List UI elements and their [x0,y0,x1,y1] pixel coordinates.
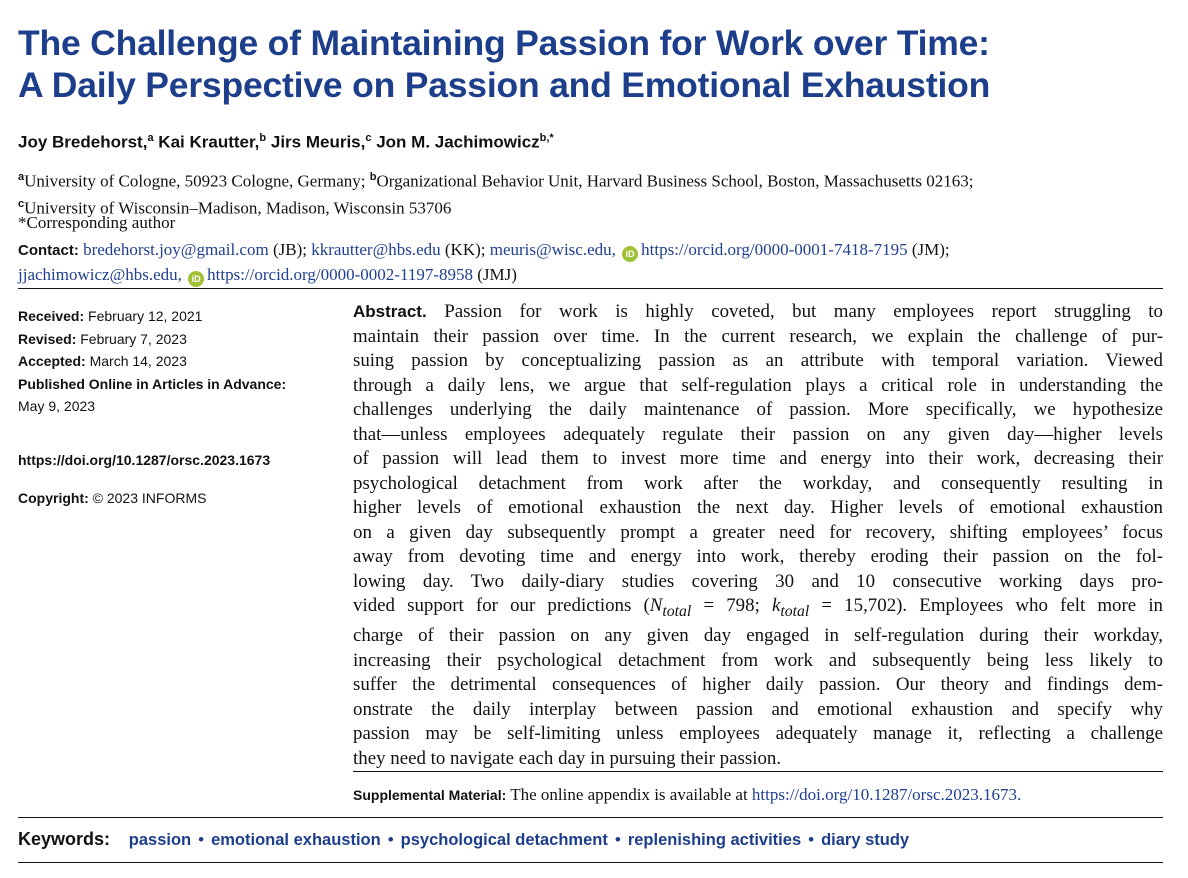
revised-label: Revised: [18,330,77,347]
author-name: Kai Krautter, [158,132,260,152]
abstract-line: lowing day. Two daily-diary studies covering 30 and 10 consecutive working days pro- [353,570,1163,592]
affiliation-b: Organizational Behavior Unit, Harvard Business School, Boston, Massachusetts 02163; [376,171,974,191]
received-label: Received: [18,308,85,324]
abstract-line: suffer the detrimental consequences of higher daily passion. Our theory and findings dem- [353,674,1163,696]
article-history [18,305,328,418]
author-affiliation-mark: b,* [539,132,554,144]
abstract-line: that—unless employees adequately regulate their passion on any given day—higher levels [353,423,1163,445]
affiliation-mark: c [18,197,25,210]
copyright-label: Copyright: [18,490,89,506]
abstract-line: onstrate the daily interplay between passion and emotional exhaustion and specify why [353,698,1163,720]
author-name: Joy Bredehorst, [18,132,148,152]
affiliation-mark: a [18,171,25,183]
copyright-text: © 2023 INFORMS [92,490,207,506]
published-label: Published Online in Articles in Advance: [18,375,287,392]
contact-tag: (JB); [272,240,307,259]
k-value: = 15,702). Employees who felt more in [809,595,1164,616]
abstract-line: psychological detachment from work after the workday, and consequently resulting in [353,472,1163,494]
author-name: Jirs Meuris, [270,132,366,152]
orcid-icon: iD [188,271,204,287]
keyword-separator: • [198,830,205,849]
received-date: February 12, 2021 [88,308,203,324]
abstract-line: of passion will lead them to invest more time and energy into their work, decreasing their [353,448,1163,469]
orcid-link-jmj[interactable]: https://orcid.org/0000-0002-1197-8958 [207,265,473,284]
abstract-line: through a daily lens, we argue that self-regulation plays a critical role in understanding the [353,374,1163,396]
contact-label: Contact: [18,242,79,259]
title-line-1: The Challenge of Maintaining Passion for Work over Time: [18,23,990,63]
keyword-link[interactable]: replenishing activities [627,831,802,849]
supplemental-link[interactable]: https://doi.org/10.1287/orsc.2023.1673. [751,785,1022,804]
revised-date: February 7, 2023 [80,330,187,347]
abstract-line: higher levels of emotional exhaustion the next day. Higher levels of emotional exhaustion [353,497,1163,518]
divider [18,288,1163,289]
abstract-line: on a given day subsequently prompt a greater need for recovery, shifting employees’ focus [353,521,1163,543]
accepted-date: March 14, 2023 [89,353,187,369]
abstract-line: challenges underlying the daily maintenance of passion. More specifically, we hypothesize [353,399,1163,420]
abstract-line: increasing their psychological detachment from work and subsequently being less likely to [353,649,1163,671]
email-link-kk[interactable]: kkrautter@hbs.edu [311,240,441,259]
divider [353,771,1163,772]
n-subscript: total [662,602,692,620]
corresponding-author-note: *Corresponding author [18,213,176,232]
email-link-jb[interactable]: bredehorst.joy@gmail.com [83,240,269,259]
keyword-link[interactable]: passion [128,831,192,849]
contact-tag: (JMJ) [477,265,517,284]
abstract-line: suing passion by conceptualizing passion as an attribute with temporal variation. Viewed [353,350,1163,371]
email-link-jmj[interactable]: jjachimowicz@hbs.edu, [18,265,182,284]
article-title [18,22,1168,106]
abstract-line: charge of their passion on any given day engaged in self-regulation during their workday, [353,625,1163,647]
keywords-label: Keywords: [18,829,111,849]
n-symbol: N [649,595,663,616]
keyword-separator: • [808,830,815,849]
author-name: Jon M. Jachimowicz [376,132,540,152]
stats-prefix: vided support for our predictions ( [353,595,650,616]
title-line-2: A Daily Perspective on Passion and Emotional Exhaustion [18,65,991,105]
email-link-jm[interactable]: meuris@wisc.edu, [489,240,616,259]
accepted-label: Accepted: [18,353,86,369]
divider [18,817,1163,818]
supplemental-label: Supplemental Material: [353,787,507,803]
author-list [18,132,554,153]
keywords [18,829,909,850]
affiliation-c: University of Wisconsin–Madison, Madison, Wisconsin 53706 [24,198,452,218]
published-date: May 9, 2023 [18,398,96,414]
affiliation-a: University of Cologne, 50923 Cologne, Germany; [24,171,366,191]
keyword-link[interactable]: diary study [821,831,910,849]
affiliations [18,166,1178,219]
abstract-line: they need to navigate each day in pursuing their passion. [353,747,782,769]
keyword-link[interactable]: emotional exhaustion [211,831,381,849]
keyword-separator: • [614,830,621,849]
supplemental-text: The online appendix is available at [510,785,748,804]
k-symbol: k [771,595,781,616]
affiliation-mark: b [369,171,377,183]
contact-info [18,238,1183,287]
abstract-line: Passion for work is highly coveted, but many employees report struggling to [444,301,1163,322]
doi-link[interactable]: https://doi.org/10.1287/orsc.2023.1673 [18,452,271,468]
orcid-link-jm[interactable]: https://orcid.org/0000-0001-7418-7195 [641,240,908,259]
supplemental-material [353,785,1021,805]
k-subscript: total [780,602,810,620]
abstract-stats-line [353,594,1163,624]
contact-tag: (KK); [444,240,486,259]
author-affiliation-mark: c [365,132,372,144]
copyright [18,490,206,506]
keyword-separator: • [387,830,394,849]
n-value: = 798; [691,595,772,616]
contact-tag: (JM); [911,240,950,259]
abstract-heading: Abstract. [353,302,427,321]
abstract-line: passion may be self-limiting unless employees adequately manage it, reflecting a challenge [353,723,1163,745]
author-affiliation-mark: a [147,132,154,144]
abstract-line: away from devoting time and energy into work, thereby eroding their passion on the fol- [353,546,1163,567]
abstract-line: maintain their passion over time. In the current research, we explain the challenge of pur- [353,325,1163,347]
keyword-link[interactable]: psychological detachment [400,831,608,849]
abstract [353,300,1163,771]
orcid-icon: iD [622,246,638,262]
author-affiliation-mark: b [259,132,267,144]
divider [18,862,1163,863]
